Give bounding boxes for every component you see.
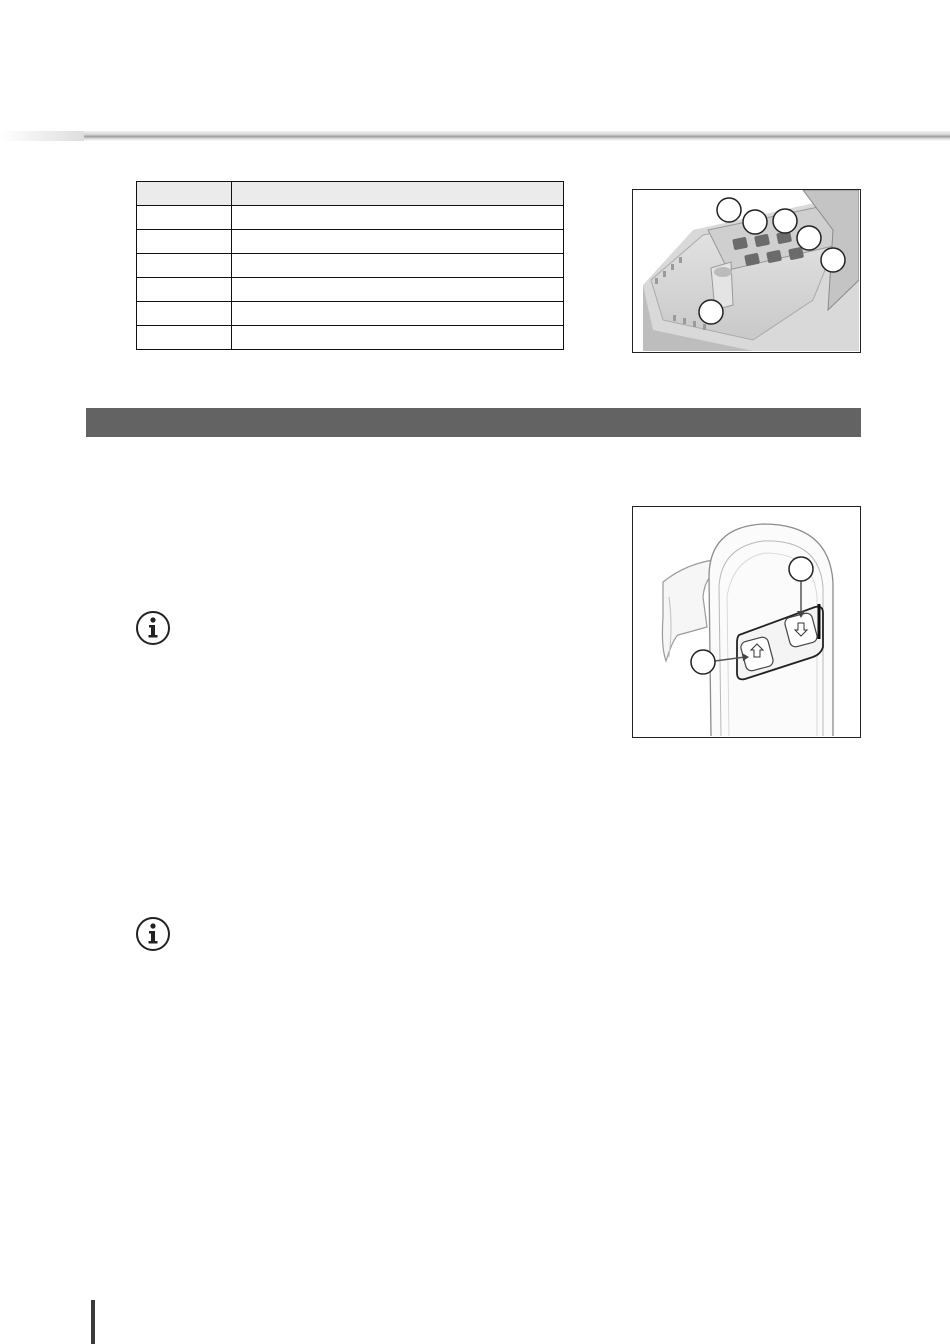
table-row xyxy=(137,206,564,230)
table-row xyxy=(137,278,564,302)
table-row xyxy=(137,326,564,350)
table-cell xyxy=(137,254,232,278)
parts-table xyxy=(136,181,564,350)
figure-accessory-tray xyxy=(632,189,861,353)
table-header-row xyxy=(137,182,564,206)
header-rule xyxy=(84,131,950,141)
table-cell xyxy=(137,206,232,230)
info-icon xyxy=(135,916,171,952)
table-cell xyxy=(137,302,232,326)
table-cell xyxy=(232,206,564,230)
table-row xyxy=(137,230,564,254)
table-cell xyxy=(232,302,564,326)
tray-illustration xyxy=(633,190,859,351)
table-row xyxy=(137,302,564,326)
table-cell xyxy=(137,326,232,350)
table-cell xyxy=(137,278,232,302)
info-icon xyxy=(135,610,171,646)
table-cell xyxy=(232,230,564,254)
page-margin-marker xyxy=(91,1300,95,1344)
table-row xyxy=(137,254,564,278)
table-cell xyxy=(232,254,564,278)
table-cell xyxy=(232,278,564,302)
table-header-cell xyxy=(137,182,232,206)
table-cell xyxy=(137,230,232,254)
table-cell xyxy=(232,326,564,350)
section-heading-bar xyxy=(86,408,861,437)
remote-illustration xyxy=(633,507,859,736)
figure-remote-control xyxy=(632,506,861,738)
table-header-cell xyxy=(232,182,564,206)
